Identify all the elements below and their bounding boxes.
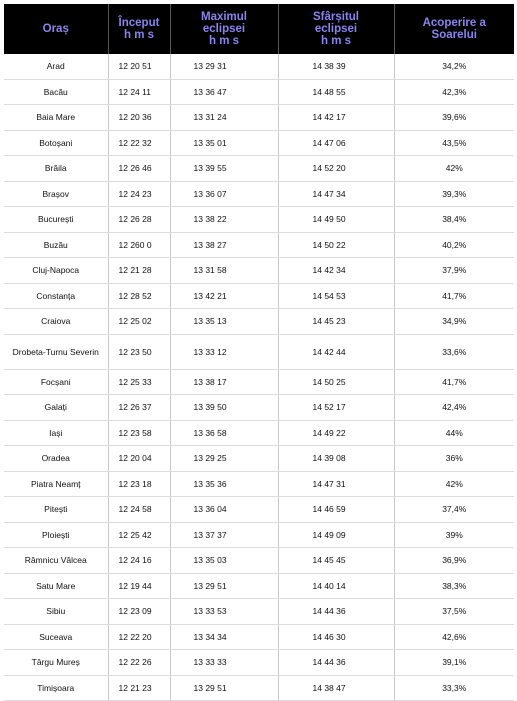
start-time-cell: 12 22 20 [108, 624, 170, 650]
city-cell: Buzău [4, 232, 108, 258]
city-cell: Iași [4, 420, 108, 446]
max-time-cell: 13 36 07 [170, 181, 278, 207]
coverage-cell: 42% [394, 156, 514, 182]
end-time-cell: 14 45 23 [278, 309, 394, 335]
coverage-cell: 33,3% [394, 675, 514, 701]
table-row [4, 54, 514, 79]
coverage-cell: 43,5% [394, 130, 514, 156]
city-cell: Botoșani [4, 130, 108, 156]
end-time-cell: 14 47 31 [278, 471, 394, 497]
max-time-cell: 13 35 13 [170, 309, 278, 335]
coverage-cell: 34,2% [394, 54, 514, 79]
city-cell: Satu Mare [4, 573, 108, 599]
end-time-cell: 14 39 08 [278, 446, 394, 472]
start-time-cell: 12 25 02 [108, 309, 170, 335]
table-row [4, 232, 514, 258]
max-time-cell: 13 38 27 [170, 232, 278, 258]
start-time-cell: 12 260 0 [108, 232, 170, 258]
start-time-cell: 12 21 23 [108, 675, 170, 701]
start-time-cell: 12 26 37 [108, 395, 170, 421]
start-time-cell: 12 19 44 [108, 573, 170, 599]
start-time-cell: 12 26 28 [108, 207, 170, 233]
start-time-cell: 12 25 42 [108, 522, 170, 548]
end-time-cell: 14 44 36 [278, 650, 394, 676]
city-cell: Craiova [4, 309, 108, 335]
start-time-cell: 12 22 32 [108, 130, 170, 156]
end-time-cell: 14 45 45 [278, 548, 394, 574]
city-cell: Ploiești [4, 522, 108, 548]
table-row [4, 446, 514, 472]
max-time-cell: 13 39 50 [170, 395, 278, 421]
header-line: Acoperire a [422, 17, 486, 29]
start-time-cell: 12 23 58 [108, 420, 170, 446]
end-time-cell: 14 42 44 [278, 334, 394, 369]
header-line: Sfârșitul [312, 11, 359, 23]
eclipse-table-container [4, 4, 514, 701]
header-line: h m s [208, 35, 240, 47]
end-time-cell: 14 54 53 [278, 283, 394, 309]
city-cell: Brașov [4, 181, 108, 207]
city-cell: Pitești [4, 497, 108, 523]
city-cell: Bacău [4, 79, 108, 105]
table-row [4, 105, 514, 131]
coverage-cell: 42,4% [394, 395, 514, 421]
city-cell: Târgu Mureș [4, 650, 108, 676]
column-header-coverage [394, 4, 514, 54]
header-line: Oraș [42, 23, 69, 35]
coverage-cell: 42,6% [394, 624, 514, 650]
city-cell: Drobeta-Turnu Severin [4, 334, 108, 369]
start-time-cell: 12 24 58 [108, 497, 170, 523]
table-row [4, 497, 514, 523]
eclipse-times-table [4, 4, 514, 701]
table-row [4, 258, 514, 284]
city-cell: Baia Mare [4, 105, 108, 131]
start-time-cell: 12 20 04 [108, 446, 170, 472]
max-time-cell: 13 33 12 [170, 334, 278, 369]
city-cell: Sibiu [4, 599, 108, 625]
coverage-cell: 39% [394, 522, 514, 548]
table-row [4, 650, 514, 676]
table-row [4, 156, 514, 182]
city-cell: Cluj-Napoca [4, 258, 108, 284]
table-row [4, 624, 514, 650]
table-row [4, 471, 514, 497]
start-time-cell: 12 24 16 [108, 548, 170, 574]
header-line: eclipsei [314, 23, 358, 35]
max-time-cell: 13 38 17 [170, 369, 278, 395]
coverage-cell: 41,7% [394, 283, 514, 309]
end-time-cell: 14 52 17 [278, 395, 394, 421]
end-time-cell: 14 40 14 [278, 573, 394, 599]
max-time-cell: 13 35 36 [170, 471, 278, 497]
end-time-cell: 14 50 25 [278, 369, 394, 395]
end-time-cell: 14 46 30 [278, 624, 394, 650]
table-row [4, 79, 514, 105]
start-time-cell: 12 20 51 [108, 54, 170, 79]
table-row [4, 599, 514, 625]
table-row [4, 420, 514, 446]
end-time-cell: 14 49 09 [278, 522, 394, 548]
coverage-cell: 38,3% [394, 573, 514, 599]
start-time-cell: 12 23 50 [108, 334, 170, 369]
coverage-cell: 37,4% [394, 497, 514, 523]
table-row [4, 309, 514, 335]
end-time-cell: 14 47 06 [278, 130, 394, 156]
column-header-end [278, 4, 394, 54]
max-time-cell: 13 39 55 [170, 156, 278, 182]
start-time-cell: 12 24 23 [108, 181, 170, 207]
max-time-cell: 13 36 58 [170, 420, 278, 446]
header-line: Început [118, 17, 160, 29]
city-cell: Piatra Neamț [4, 471, 108, 497]
table-row [4, 369, 514, 395]
start-time-cell: 12 20 36 [108, 105, 170, 131]
end-time-cell: 14 50 22 [278, 232, 394, 258]
coverage-cell: 44% [394, 420, 514, 446]
end-time-cell: 14 46 59 [278, 497, 394, 523]
table-row [4, 395, 514, 421]
city-cell: Constanța [4, 283, 108, 309]
max-time-cell: 13 35 01 [170, 130, 278, 156]
start-time-cell: 12 24 11 [108, 79, 170, 105]
coverage-cell: 42,3% [394, 79, 514, 105]
max-time-cell: 13 31 58 [170, 258, 278, 284]
city-cell: Focșani [4, 369, 108, 395]
city-cell: Galați [4, 395, 108, 421]
start-time-cell: 12 22 26 [108, 650, 170, 676]
coverage-cell: 36% [394, 446, 514, 472]
column-header-city [4, 4, 108, 54]
end-time-cell: 14 42 17 [278, 105, 394, 131]
coverage-cell: 40,2% [394, 232, 514, 258]
column-header-maximum [170, 4, 278, 54]
end-time-cell: 14 49 22 [278, 420, 394, 446]
coverage-cell: 33,6% [394, 334, 514, 369]
table-row [4, 548, 514, 574]
city-cell: București [4, 207, 108, 233]
coverage-cell: 39,3% [394, 181, 514, 207]
table-row [4, 334, 514, 369]
column-header-start [108, 4, 170, 54]
start-time-cell: 12 28 52 [108, 283, 170, 309]
table-row [4, 283, 514, 309]
coverage-cell: 41,7% [394, 369, 514, 395]
end-time-cell: 14 52 20 [278, 156, 394, 182]
max-time-cell: 13 38 22 [170, 207, 278, 233]
max-time-cell: 13 34 34 [170, 624, 278, 650]
end-time-cell: 14 42 34 [278, 258, 394, 284]
coverage-cell: 39,1% [394, 650, 514, 676]
header-line: Soarelui [431, 29, 477, 41]
coverage-cell: 38,4% [394, 207, 514, 233]
table-header [4, 4, 514, 54]
header-line: eclipsei [202, 23, 246, 35]
start-time-cell: 12 23 18 [108, 471, 170, 497]
start-time-cell: 12 21 28 [108, 258, 170, 284]
max-time-cell: 13 29 25 [170, 446, 278, 472]
coverage-cell: 37,9% [394, 258, 514, 284]
table-row [4, 573, 514, 599]
max-time-cell: 13 33 33 [170, 650, 278, 676]
table-row [4, 130, 514, 156]
city-cell: Timișoara [4, 675, 108, 701]
end-time-cell: 14 47 34 [278, 181, 394, 207]
max-time-cell: 13 29 51 [170, 675, 278, 701]
max-time-cell: 13 35 03 [170, 548, 278, 574]
max-time-cell: 13 42 21 [170, 283, 278, 309]
end-time-cell: 14 38 47 [278, 675, 394, 701]
table-body [4, 54, 514, 701]
max-time-cell: 13 29 51 [170, 573, 278, 599]
header-line: h m s [320, 35, 352, 47]
coverage-cell: 36,9% [394, 548, 514, 574]
header-line: h m s [123, 29, 155, 41]
start-time-cell: 12 25 33 [108, 369, 170, 395]
max-time-cell: 13 31 24 [170, 105, 278, 131]
max-time-cell: 13 37 37 [170, 522, 278, 548]
table-row [4, 207, 514, 233]
header-line: Maximul [200, 11, 247, 23]
end-time-cell: 14 49 50 [278, 207, 394, 233]
table-row [4, 181, 514, 207]
coverage-cell: 39,6% [394, 105, 514, 131]
table-row [4, 675, 514, 701]
city-cell: Brăila [4, 156, 108, 182]
start-time-cell: 12 23 09 [108, 599, 170, 625]
city-cell: Oradea [4, 446, 108, 472]
max-time-cell: 13 36 47 [170, 79, 278, 105]
end-time-cell: 14 38 39 [278, 54, 394, 79]
city-cell: Arad [4, 54, 108, 79]
max-time-cell: 13 29 31 [170, 54, 278, 79]
header-row [4, 4, 514, 54]
coverage-cell: 42% [394, 471, 514, 497]
table-row [4, 522, 514, 548]
max-time-cell: 13 36 04 [170, 497, 278, 523]
coverage-cell: 37,5% [394, 599, 514, 625]
end-time-cell: 14 44 36 [278, 599, 394, 625]
city-cell: Râmnicu Vâlcea [4, 548, 108, 574]
end-time-cell: 14 48 55 [278, 79, 394, 105]
start-time-cell: 12 26 46 [108, 156, 170, 182]
coverage-cell: 34,9% [394, 309, 514, 335]
city-cell: Suceava [4, 624, 108, 650]
max-time-cell: 13 33 53 [170, 599, 278, 625]
